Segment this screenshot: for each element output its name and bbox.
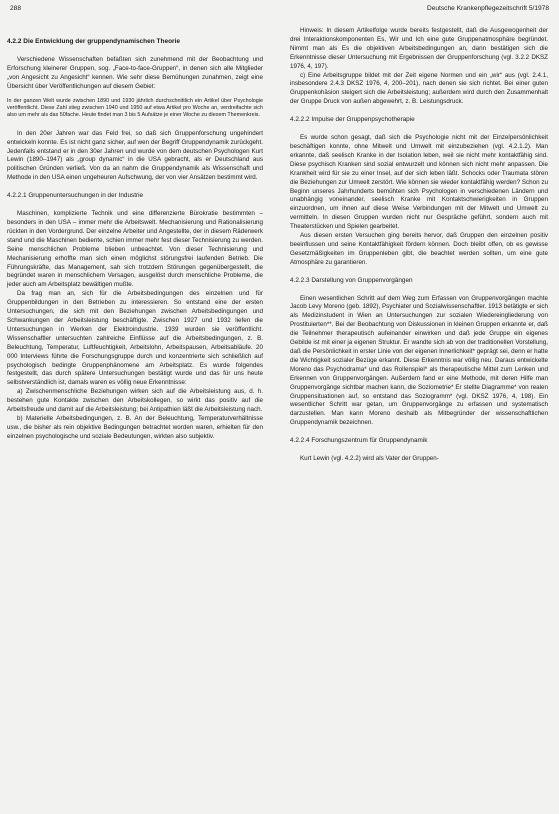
paragraph: Verschiedene Wissenschaften befaßten sich zunehmend mit der Beobachtung und Erforschung kleinerer Gruppen, sog. „Face-to-face-Gruppen“, in denen sich alle Mitglieder „von Angesicht zu Angesicht“ kennen. Wie sehr diese Bemühungen zunahmen, zeigt eine Übersicht über Veröffentlichungen auf diesem Gebiet:	[7, 55, 263, 90]
paragraph: Hinweis: In diesem Artikelfolge wurde bereits festgestellt, daß die Ausgewogenheit der drei Interaktionskomponenten Es, Wir und Ich eine gute Gruppenatmosphäre begründet. Nimmt man als Es die objektiven Arbeitsbedingungen an, dann bestätigen sich die Erkenntnisse dieser Untersuchung mit Ergebnissen der Gruppenforschung (vgl. 3.2.2 DKSZ 1976, 4, 197).	[290, 27, 548, 70]
paragraph: Aus diesen ersten Versuchen ging bereits hervor, daß Gruppen den einzelnen positiv beeinflussen und seine Kontaktfähigkeit fördern können. Doch bleibt offen, ob es gewisse Gesetzmäßigkeiten im Gruppenleben gibt, die beachtet werden sollten, um eine gute Atmosphäre zu garantieren.	[290, 232, 548, 266]
paragraph: Es wurde schon gesagt, daß sich die Psychologie nicht mit der Einzelpersönlichkeit beschäftigen konnte, ohne Mitwelt und Umwelt mit einzubeziehen (vgl. 4.2.1.2). Man erkannte, daß seelisch Kranke in der Isolation leben, weil sie nicht mehr kontaktfähig sind. Diese psychisch Kranken sind sozial entwurzelt und können sich nicht mehr anpassen. Die Krankheit wird für sie zu einer Insel, auf der sich leben läßt. Schocks oder Traumata stören die Beziehungen zur Umwelt zerstört. Wie können sie wieder kontaktfähig werden? Schon zu Beginn unseres Jahrhunderts bemühten sich Psychologen in verschiedenen Ländern und unabhängig voneinander, seelisch Kranke mit Kontaktschwierigkeiten in Gruppen einzuordnen, um ihnen auf diese Weise Verbindungen mit der Mitwelt und Umwelt zu vermitteln. In diesen Gruppen wurden nicht nur Gespräche geführt, sondern auch mit Theaterstücken und Spielen gearbeitet.	[290, 134, 548, 231]
paragraph: a) Zwischenmenschliche Beziehungen wirken sich auf die Arbeitsleistung aus, d. h. bestehen gute Kontakte zwischen den Arbeitskollegen, so wirkt das positiv auf die Arbeitsfreude und damit auf die Arbeitsleistung; bei Antipathien läßt die Arbeitsleistung nach.	[7, 388, 263, 414]
paragraph: Einen wesentlichen Schritt auf dem Weg zum Erfassen von Gruppenvorgängen machte Jacob Levy Moreno (geb. 1892), Psychiater und Sozialwissenschaftler. 1913 betätigte er sich als Medizinstudent in Wien an Untersuchungen zur sozialen Wiedereingliederung von Prostituierten**. Bei der Beobachtung von Diskussionen in kleinen Gruppen erkannte er, daß die Teilnehmer therapeutisch aufeinander einwirken und daß jede Gruppe ein eigenes Gebilde ist mit einer ja eigenen Struktur. Er wandte sich ab von der traditionellen Vorstellung, daß die Persönlichkeit in erster Linie von der eigenen Innerlichkeit* geprägt sei, denn er hatte die Wichtigkeit sozialer Bezüge erkannt. Diese Erkenntnis war völlig neu. Daraus entwickelte Moreno das Psychodrama* und das Rollenspiel* als therapeutische Mittel zum Lenken und Erkennen von Gruppenvorgängen. Außerdem fand er eine Methode, mit deren Hilfe man Gruppenvorgänge sichtbar machen kann, die Soziometrie* Er stellte Diagramme* von realen Gruppensituationen auf, so entstand das Soziogramm* (vgl. DKSZ 1976, 4, 198). Ein wesentlicher Schritt war getan, um Gruppenvorgänge zu erfassen und systematisch darzustellen. Man kann Moreno deshalb als Mitbegründer der wissenschaftlichen Gruppendynamik bezeichnen.	[290, 294, 548, 427]
right-column	[290, 27, 548, 464]
footnote-block	[7, 98, 263, 120]
subsection-heading: 4.2.2.3 Darstellung von Gruppenvorgängen	[290, 276, 413, 284]
paragraph: Kurt Lewin (vgl. 4.2.2) wird als Vater der Gruppen-	[300, 455, 439, 463]
journal-title: Deutsche Krankenpflegezeitschrift 5/1978	[426, 5, 549, 12]
subsection-heading: 4.2.2.2 Impulse der Gruppenpsychotherapie	[290, 116, 415, 124]
paragraph: Da frag man an, sich für die Arbeitsbedingungen des einzelnen und für Gruppenbildungen in den Betrieben zu interessieren. So entstand eine der ersten Untersuchungen, die sich mit den Beziehungen zwischen Arbeitsbedingungen und Schwankungen der Arbeitsleistung beschäftigte. Zwischen 1927 und 1932 liefen die Untersuchungen in Werken der Elektroindustrie. 1939 wurden sie veröffentlicht. Wissenschaftler untersuchten zahlreiche Einflüsse auf die Arbeitsbedingungen, z. B. Beleuchtung, Temperatur, Luftfeuchtigkeit, Arbeitslohn, Arbeitspausen, Arbeitsabläufe. 20 000 Interviews führte die Forschungsgruppe durch und konzentrierte sich schließlich auf psychologisch bedingte Gruppenphänomene am Arbeitsplatz. Es wurde folgendes festgestellt, das durch spätere Untersuchungen bestätigt wurde und das für uns heute selbstverständlich ist, damals waren es völlig neue Erkenntnisse:	[7, 290, 263, 387]
footnote-text: In der ganzen Welt wurde zwischen 1890 und 1930 jährlich durchschnittlich ein Artikel über Psychologie veröffentlicht. Diese Zahl stieg zwischen 1940 und 1950 auf etwa Artikel pro Woche an, verdreifachte sich also um mehr als das 50fache. Heute findet man 3 bis 5 Aufsätze je einer Woche zu diesem Themenkreis.	[7, 97, 263, 119]
paragraph: In den 20er Jahren war das Feld frei, so daß sich Gruppenforschung ungehindert entwickeln konnte. Es ist nicht ganz sicher, auf wen der Begriff Gruppendynamik zurückgeht. Jedenfalls entstand er in den 30er Jahren und wurde von dem deutschen Psychologen Kurt Lewin (1890–1947) als „group dynamic“ in die USA gebracht, als er Deutschland aus politischen Gründen verließ. Von da an nahm die Gruppendynamik als Wissenschaft und Methode in den USA einen ungeheuren Aufschwung, der von vier Ansätzen bestimmt wird.	[7, 129, 263, 182]
section-heading: 4.2.2 Die Entwicklung der gruppendynamischen Theorie	[7, 38, 181, 45]
paragraph: Maschinen, komplizierte Technik und eine differenzierte Bürokratie bestimmten – besonders in den USA – immer mehr die Arbeitswelt. Mechanisierung und Rationalisierung rückten in den Vordergrund. Der einzelne Arbeiter und Angestellte, der in diesem Räderwerk stand und die Maschinen bediente, schien immer mehr fest dieser Technisierung zu werden. Seine menschlichen Probleme blieben unbeachtet. Von dieser Technisierung und Mechanisierung erhoffte man sich einen möglichst störungsfrei laufenden Betrieb. Die Führungskräfte, das Management, sah sich trotzdem Störungen gegenübergestellt, die begründet waren in menschlichem Versagen, ausgelöst durch menschliche Probleme, die jeder auch am Arbeitsplatz bewältigen mußte.	[7, 210, 263, 289]
page-header	[10, 3, 549, 15]
subsection-heading: 4.2.2.1 Gruppenuntersuchungen in der Industrie	[7, 192, 144, 200]
left-column	[7, 38, 263, 442]
page-number: 288	[10, 5, 22, 12]
paragraph: c) Eine Arbeitsgruppe bildet mit der Zeit eigene Normen und ein „wir“ aus (vgl. 2.4.1, insbesondere 2.4.3 DKSZ 1976, 4, 200–201), nach denen sie sich richtet. Bei einer guten Gruppenkohäsion steigert sich die Arbeitsleistung; außerdem wird durch den Zusammenhalt der Gruppe Druck von außen abgewehrt, z. B. Leistungsdruck.	[290, 71, 548, 106]
paragraph: b) Materielle Arbeitsbedingungen, z. B. An der Beleuchtung, Temperaturverhältnisse usw., die bisher als rein objektive Bedingungen betrachtet worden waren, erhielten für den einzelnen psychologische und soziale Bedeutungen, wirkten also subjektiv.	[7, 414, 263, 440]
subsection-heading: 4.2.2.4 Forschungszentrum für Gruppendynamik	[290, 437, 428, 445]
